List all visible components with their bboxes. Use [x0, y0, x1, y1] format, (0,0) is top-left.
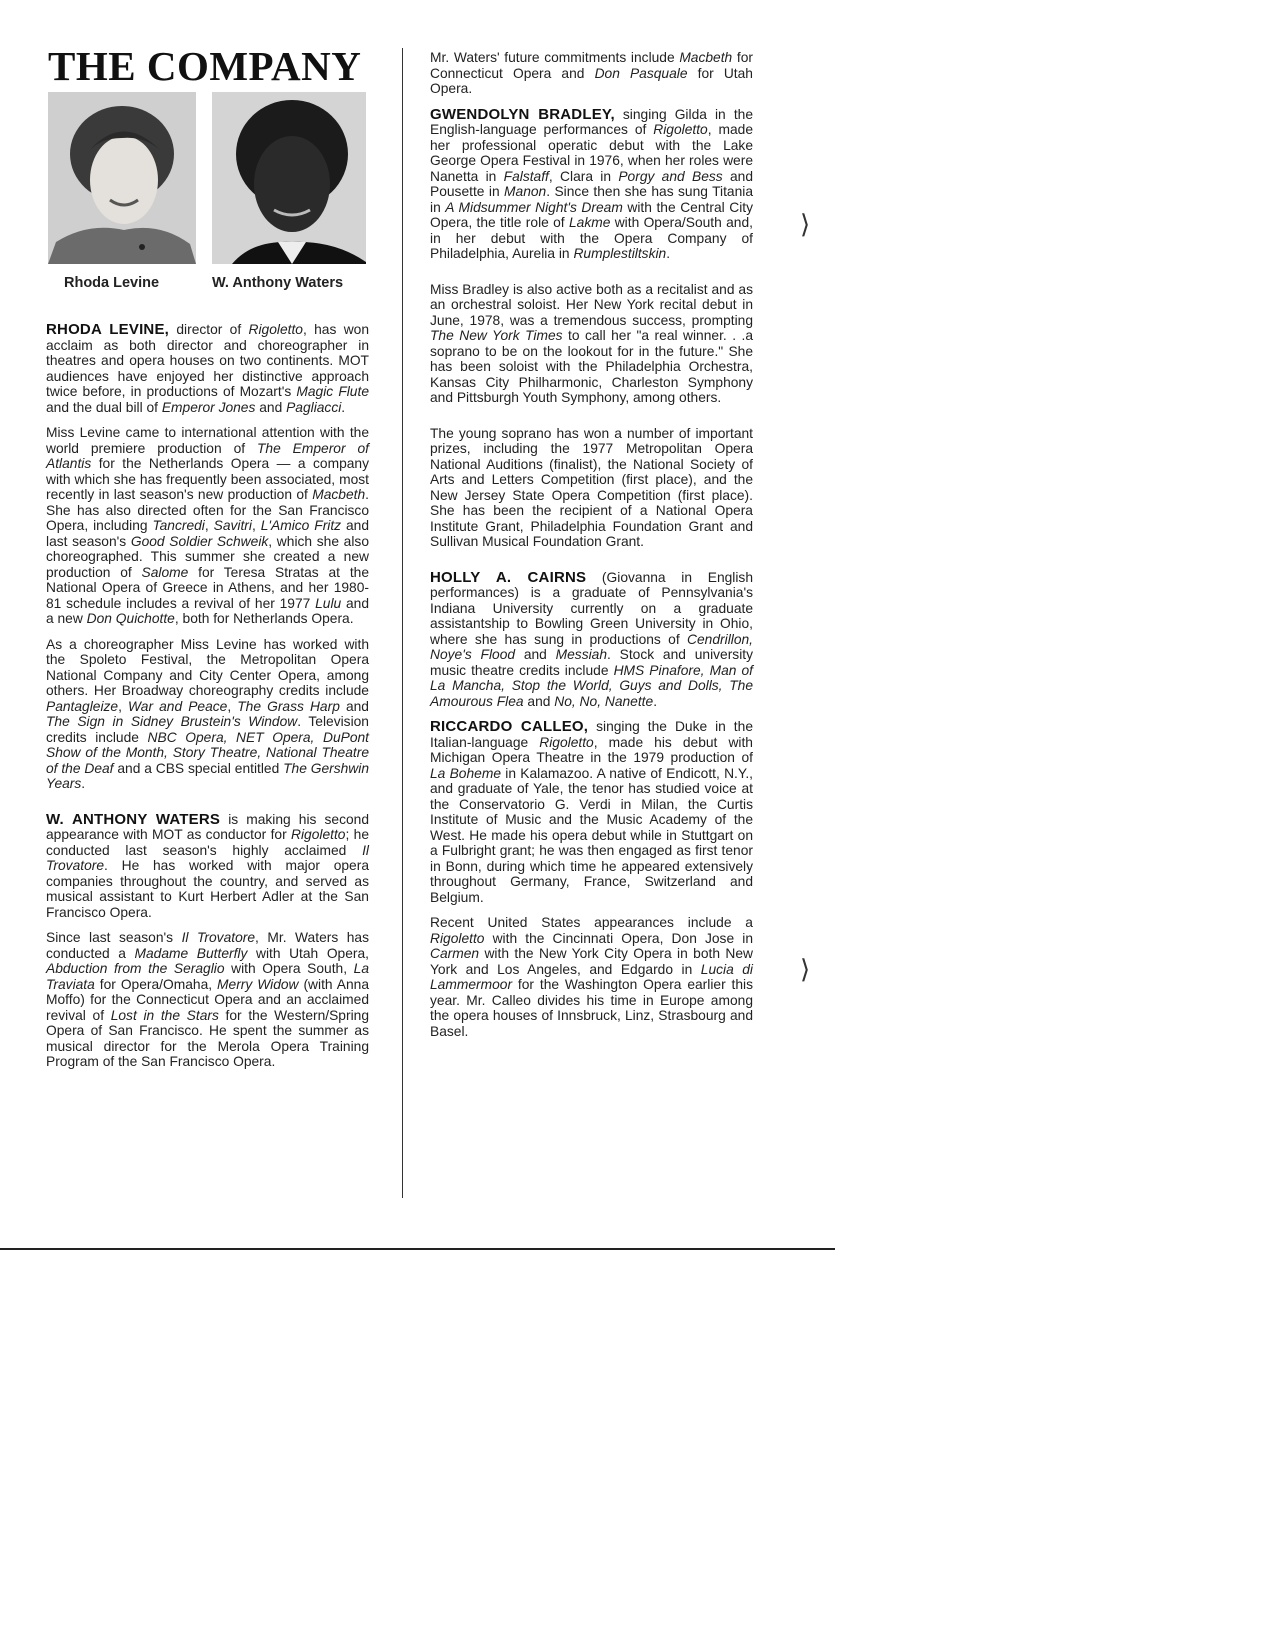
text: , Mr. Waters has conducted a	[46, 930, 369, 961]
text: with the Central City Opera, the title role of	[430, 199, 753, 230]
text: for Teresa Stratas at the National Opera of Greece in Athens, and her 1980-81 schedule includes a revival of her 1977	[46, 564, 369, 611]
text: Mr. Waters' future commitments include	[430, 50, 680, 65]
italic-title: War and Peace	[128, 698, 228, 714]
text: .	[666, 246, 671, 261]
column-divider	[402, 48, 403, 1198]
italic-title: Macbeth	[312, 487, 366, 502]
italic-title: Lulu	[315, 595, 342, 611]
text: singing the Duke in the Italian-language	[430, 719, 753, 750]
italic-title: Good Soldier Schweik	[130, 533, 269, 549]
italic-title: Magic Flute	[296, 384, 369, 399]
text: with the Cincinnati Opera, Don Jose in	[484, 930, 753, 946]
bio-waters-paragraph-3	[430, 50, 753, 97]
left-column	[46, 322, 369, 1080]
text: , Clara in	[548, 168, 619, 184]
text: .	[653, 693, 658, 709]
text: Recent United States appearances include a	[430, 915, 753, 930]
italic-title: Rigoletto	[291, 827, 346, 842]
text: for the Netherlands Opera — a company with which she has frequently been associated, most recently in last season's new production of	[46, 456, 369, 502]
italic-title: The Emperor of Atlantis	[46, 440, 369, 471]
italic-title: Porgy and Bess	[618, 168, 723, 184]
text: (Giovanna in English performances) is a graduate of Pennsylvania's Indiana University currently on a graduate assistantship to Bowling Green University in Ohio, where she has sung in productions of	[430, 569, 753, 647]
text: Miss Levine came to international attention with the world premiere production of	[46, 425, 369, 456]
text: in Kalamazoo. A native of Endicott, N.Y., and graduate of Yale, the tenor has studied voice at the Conservatorio G. Verdi in Milan, the Curtis Institute of Music and the Music Academy of the West. He made his opera debut while in Stuttgart on a Fulbright grant; he was then engaged as first tenor in Bonn, during which time he appeared extensively throughout Germany, France, Switzerland and Belgium.	[430, 765, 753, 905]
bio-name-holly-a-cairns: HOLLY A. CAIRNS	[430, 568, 587, 586]
bio-name-w-anthony-waters: W. ANTHONY WATERS	[46, 810, 221, 828]
bio-name-riccardo-calleo: RICCARDO CALLEO,	[430, 718, 589, 735]
text: (with Anna Moffo) for the Connecticut Opera and an acclaimed revival of	[46, 976, 369, 1023]
italic-title: The Gershwin Years	[46, 760, 370, 791]
italic-title: Don Quichotte	[86, 611, 175, 626]
italic-title: No, No, Nanette	[554, 693, 654, 709]
bio-calleo-paragraph-2	[430, 915, 753, 1039]
text: , made his debut with Michigan Opera Theatre in the 1979 production of	[430, 734, 753, 765]
text: ,	[204, 518, 214, 533]
text: Since last season's	[46, 930, 182, 945]
bio-bradley-paragraph-3: The young soprano has won a number of important prizes, including the 1977 Metropolitan Opera National Auditions (finalist), the National Society of Arts and Letters Competition (first place), and the New Jersey State Opera Competition (first place). She has been the recipient of a National Opera Institute Grant, Philadelphia Foundation Grant and Sullivan Musical Foundation Grant.	[430, 425, 753, 549]
italic-title: La Boheme	[430, 765, 501, 781]
text: and a new	[46, 595, 370, 626]
text: , made her professional operatic debut with the Lake George Opera Festival in 1976, when her roles were Nanetta in	[430, 122, 753, 184]
bio-bradley-paragraph-2	[430, 282, 753, 406]
text: ,	[227, 698, 238, 714]
italic-title: Don Pasquale	[594, 65, 688, 81]
italic-title: Il Trovatore	[46, 842, 369, 873]
bio-waters-paragraph-2	[46, 930, 369, 1070]
italic-title: The Sign in Sidney Brustein's Window	[46, 714, 298, 729]
text: singing Gilda in the English-language performances of	[430, 106, 753, 137]
italic-title: The New York Times	[430, 328, 563, 343]
text: and last season's	[46, 518, 370, 549]
italic-title: Carmen	[430, 946, 480, 961]
italic-title: Lakme	[568, 215, 611, 230]
italic-title: Cendrillon, Noye's Flood	[430, 631, 753, 662]
text: ,	[251, 518, 261, 533]
text: for Utah Opera.	[430, 65, 753, 96]
bio-calleo-paragraph-1	[430, 719, 753, 905]
bio-levine-paragraph-3	[46, 637, 369, 792]
italic-title: Lucia di Lammermoor	[430, 961, 753, 992]
italic-title: Rigoletto	[430, 930, 485, 946]
portrait-photo-w-anthony-waters	[212, 92, 366, 264]
portrait-image	[212, 92, 366, 264]
italic-title: Emperor Jones	[161, 399, 256, 415]
italic-title: Tancredi	[152, 518, 205, 533]
italic-title: Falstaff	[503, 168, 549, 184]
text: for Opera/Omaha,	[94, 976, 218, 992]
italic-title: Salome	[141, 564, 189, 580]
italic-title: Pagliacci	[286, 399, 342, 415]
italic-title: HMS Pinafore, Man of La Mancha, Stop the World, Guys and Dolls, The Amourous Flea	[430, 662, 753, 709]
italic-title: Madame Butterfly	[134, 945, 248, 961]
text: and	[523, 693, 555, 709]
text: , has won acclaim as both director and choreographer in theatres and opera houses on two continents. MOT audiences have enjoyed her distinctive approach twice before, in productions of Mozart's	[46, 322, 370, 399]
text: and	[339, 698, 369, 714]
portrait-photo-rhoda-levine	[48, 92, 196, 264]
text: director of	[169, 322, 249, 337]
text: is making his second appearance with MOT as conductor for	[46, 811, 370, 842]
italic-title: Merry Widow	[217, 976, 299, 992]
text: . She has also directed often for the San Francisco Opera, including	[46, 487, 369, 533]
text: ; he conducted last season's highly acclaimed	[46, 827, 369, 858]
text: with Utah Opera,	[247, 945, 369, 961]
text: with Opera/South and, in her debut with the Opera Company of Philadelphia, Aurelia in	[430, 215, 753, 261]
text: As a choreographer Miss Levine has worked with the Spoleto Festival, the Metropolitan Opera National Company and City Center Opera, among others. Her Broadway choreography credits include	[46, 636, 369, 698]
text: and Pousette in	[430, 168, 753, 199]
italic-title: Pantagleize	[46, 698, 119, 714]
text: Miss Bradley is also active both as a recitalist and as an orchestral soloist. Her New York recital debut in June, 1978, was a tremendous success, prompting	[430, 281, 753, 328]
bottom-rule	[0, 1248, 835, 1250]
italic-title: Rigoletto	[539, 734, 594, 750]
text: . Television credits include	[46, 714, 369, 745]
text: .	[81, 776, 86, 791]
italic-title: The Grass Harp	[237, 698, 340, 714]
italic-title: Il Trovatore	[181, 930, 256, 945]
bio-name-gwendolyn-bradley: GWENDOLYN BRADLEY,	[430, 105, 615, 123]
italic-title: Messiah	[555, 647, 608, 662]
text: . He has worked with major opera companies throughout the country, and served as musical assistant to Kurt Herbert Adler at the San Francisco Opera.	[46, 858, 369, 920]
italic-title: Rigoletto	[653, 122, 708, 137]
text: , both for Netherlands Opera.	[174, 611, 354, 626]
text: with Opera South,	[224, 961, 354, 976]
text: , which she also choreographed. This summer she created a new production of	[46, 533, 369, 580]
italic-title: L'Amico Fritz	[260, 518, 342, 533]
italic-title: Savitri	[213, 518, 252, 533]
text: . Stock and university music theatre credits include	[430, 647, 753, 678]
text: and the dual bill of	[46, 399, 162, 415]
margin-bracket-mark: ⟩	[800, 210, 811, 239]
margin-bracket-mark: ⟩	[800, 955, 811, 984]
page-title: THE COMPANY	[48, 43, 362, 89]
italic-title: Manon	[504, 184, 547, 199]
italic-title: Rigoletto	[248, 322, 303, 337]
text: and	[515, 647, 556, 662]
photo-caption-w-anthony-waters: W. Anthony Waters	[212, 275, 344, 291]
bio-name-rhoda-levine: RHODA LEVINE,	[46, 321, 170, 338]
text: with the New York City Opera in both New York and Los Angeles, and Edgardo in	[430, 946, 753, 977]
bio-bradley-paragraph-1	[430, 107, 753, 262]
text: .	[341, 399, 346, 415]
right-column	[430, 50, 753, 1049]
italic-title: A Midsummer Night's Dream	[445, 199, 623, 215]
italic-title: Rumplestiltskin	[573, 246, 667, 261]
text: for the Washington Opera earlier this year. Mr. Calleo divides his time in Europe among the opera houses of Innsbruck, Linz, Strasbourg and Basel.	[430, 977, 753, 1039]
text: to call her "a real winner. . .a soprano to be on the lookout for in the future." She has been soloist with the Philadelphia Orchestra, Kansas City Philharmonic, Charleston Symphony and Pittsburgh Youth Symphony, among others.	[430, 328, 753, 405]
italic-title: La Traviata	[46, 961, 369, 992]
text: and	[255, 399, 287, 415]
italic-title: Macbeth	[679, 50, 733, 65]
bio-levine-paragraph-1	[46, 322, 369, 415]
text: . Since then she has sung Titania in	[430, 184, 753, 215]
portrait-image	[48, 92, 196, 264]
text: and a CBS special entitled	[113, 760, 284, 776]
bio-cairns-paragraph-1	[430, 570, 753, 710]
bio-waters-paragraph-1	[46, 812, 369, 921]
italic-title: Lost in the Stars	[110, 1007, 219, 1023]
photo-caption-rhoda-levine: Rhoda Levine	[64, 275, 160, 291]
text: ,	[118, 698, 129, 714]
bio-levine-paragraph-2	[46, 425, 369, 627]
italic-title: Abduction from the Seraglio	[46, 961, 225, 976]
italic-title: NBC Opera, NET Opera, DuPont Show of the Month, Story Theatre, National Theatre of the Deaf	[46, 729, 370, 776]
text: for Connecticut Opera and	[430, 50, 753, 81]
text: for the Western/Spring Opera of San Francisco. He spent the summer as musical director for the Merola Opera Training Program of the San Francisco Opera.	[46, 1007, 369, 1069]
